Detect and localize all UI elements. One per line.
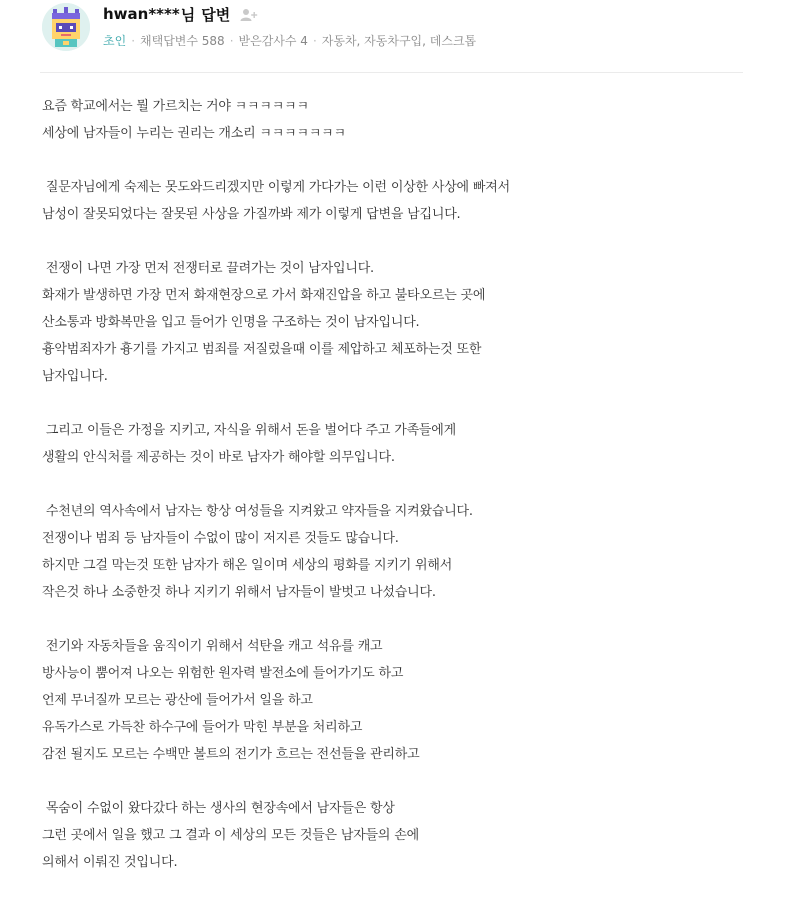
answer-paragraph — [42, 174, 742, 228]
answer-line: 질문자님에게 숙제는 못도와드리겠지만 이렇게 가다가는 이런 이상한 사상에 빠져서 — [42, 180, 510, 195]
author-grade[interactable]: 초인 — [103, 34, 127, 48]
answer-paragraph — [42, 255, 742, 390]
answer-line: 산소통과 방화복만을 입고 들어가 인명을 구조하는 것이 남자입니다. — [42, 315, 420, 330]
author-line — [103, 4, 258, 24]
robot-avatar[interactable] — [42, 3, 90, 51]
answer-paragraph — [42, 417, 742, 471]
meta-separator: · — [312, 33, 317, 48]
answer-body — [42, 93, 742, 903]
answer-line: 감전 될지도 모르는 수백만 볼트의 전기가 흐르는 전선들을 관리하고 — [42, 747, 420, 762]
thanks-received-count: 받은감사수 4 — [238, 34, 308, 48]
author-name[interactable]: hwan**** — [103, 5, 180, 23]
answer-label: 답변 — [201, 5, 231, 24]
answer-line: 전쟁이나 범죄 등 남자들이 수없이 많이 저지른 것들도 많습니다. — [42, 531, 399, 546]
adopted-answers-count: 채택답변수 588 — [140, 34, 225, 48]
answer-line: 유독가스로 가득찬 하수구에 들어가 막힌 부분을 처리하고 — [42, 720, 363, 735]
answer-line: 방사능이 뿜어져 나오는 위험한 원자력 발전소에 들어가기도 하고 — [42, 666, 404, 681]
author-categories[interactable]: 자동차, 자동차구입, 데스크톱 — [321, 34, 477, 48]
answer-line: 남자입니다. — [42, 369, 108, 384]
meta-separator: · — [229, 33, 234, 48]
answer-paragraph — [42, 498, 742, 606]
author-meta — [103, 32, 476, 49]
answer-line: 그리고 이들은 가정을 지키고, 자식을 위해서 돈을 벌어다 주고 가족들에게 — [42, 423, 456, 438]
answer-line: 흉악범죄자가 흉기를 가지고 범죄를 저질렀을때 이를 제압하고 체포하는것 또한 — [42, 342, 482, 357]
answer-line: 수천년의 역사속에서 남자는 항상 여성들을 지켜왔고 약자들을 지켜왔습니다. — [42, 504, 473, 519]
answer-line: 작은것 하나 소중한것 하나 지키기 위해서 남자들이 발벗고 나섰습니다. — [42, 585, 436, 600]
answer-line: 화재가 발생하면 가장 먼저 화재현장으로 가서 화재진압을 하고 불타오르는 곳에 — [42, 288, 486, 303]
answer-line: 언제 무너질까 모르는 광산에 들어가서 일을 하고 — [42, 693, 313, 708]
answer-line: 전기와 자동차들을 움직이기 위해서 석탄을 캐고 석유를 캐고 — [42, 639, 383, 654]
answer-line: 요즘 학교에서는 뭘 가르치는 거야 ㅋㅋㅋㅋㅋㅋ — [42, 99, 309, 114]
answer-line: 의해서 이뤄진 것입니다. — [42, 855, 178, 870]
answer-line: 하지만 그걸 막는것 또한 남자가 해온 일이며 세상의 평화를 지키기 위해서 — [42, 558, 453, 573]
answer-line: 전쟁이 나면 가장 먼저 전쟁터로 끌려가는 것이 남자입니다. — [42, 261, 374, 276]
answer-header — [40, 0, 743, 73]
add-user-icon[interactable] — [240, 7, 258, 21]
answer-paragraph — [42, 93, 742, 147]
robot-avatar-icon — [42, 3, 90, 51]
answer-paragraph — [42, 633, 742, 768]
answer-line: 목숨이 수없이 왔다갔다 하는 생사의 현장속에서 남자들은 항상 — [42, 801, 395, 816]
answer-line: 남성이 잘못되었다는 잘못된 사상을 가질까봐 제가 이렇게 답변을 남깁니다. — [42, 207, 461, 222]
answer-line: 생활의 안식처를 제공하는 것이 바로 남자가 해야할 의무입니다. — [42, 450, 395, 465]
meta-separator: · — [131, 33, 136, 48]
answer-line: 세상에 남자들이 누리는 권리는 개소리 ㅋㅋㅋㅋㅋㅋㅋ — [42, 126, 346, 141]
answer-line: 그런 곳에서 일을 했고 그 결과 이 세상의 모든 것들은 남자들의 손에 — [42, 828, 419, 843]
author-honorific: 님 — [180, 5, 196, 24]
answer-paragraph — [42, 795, 742, 876]
